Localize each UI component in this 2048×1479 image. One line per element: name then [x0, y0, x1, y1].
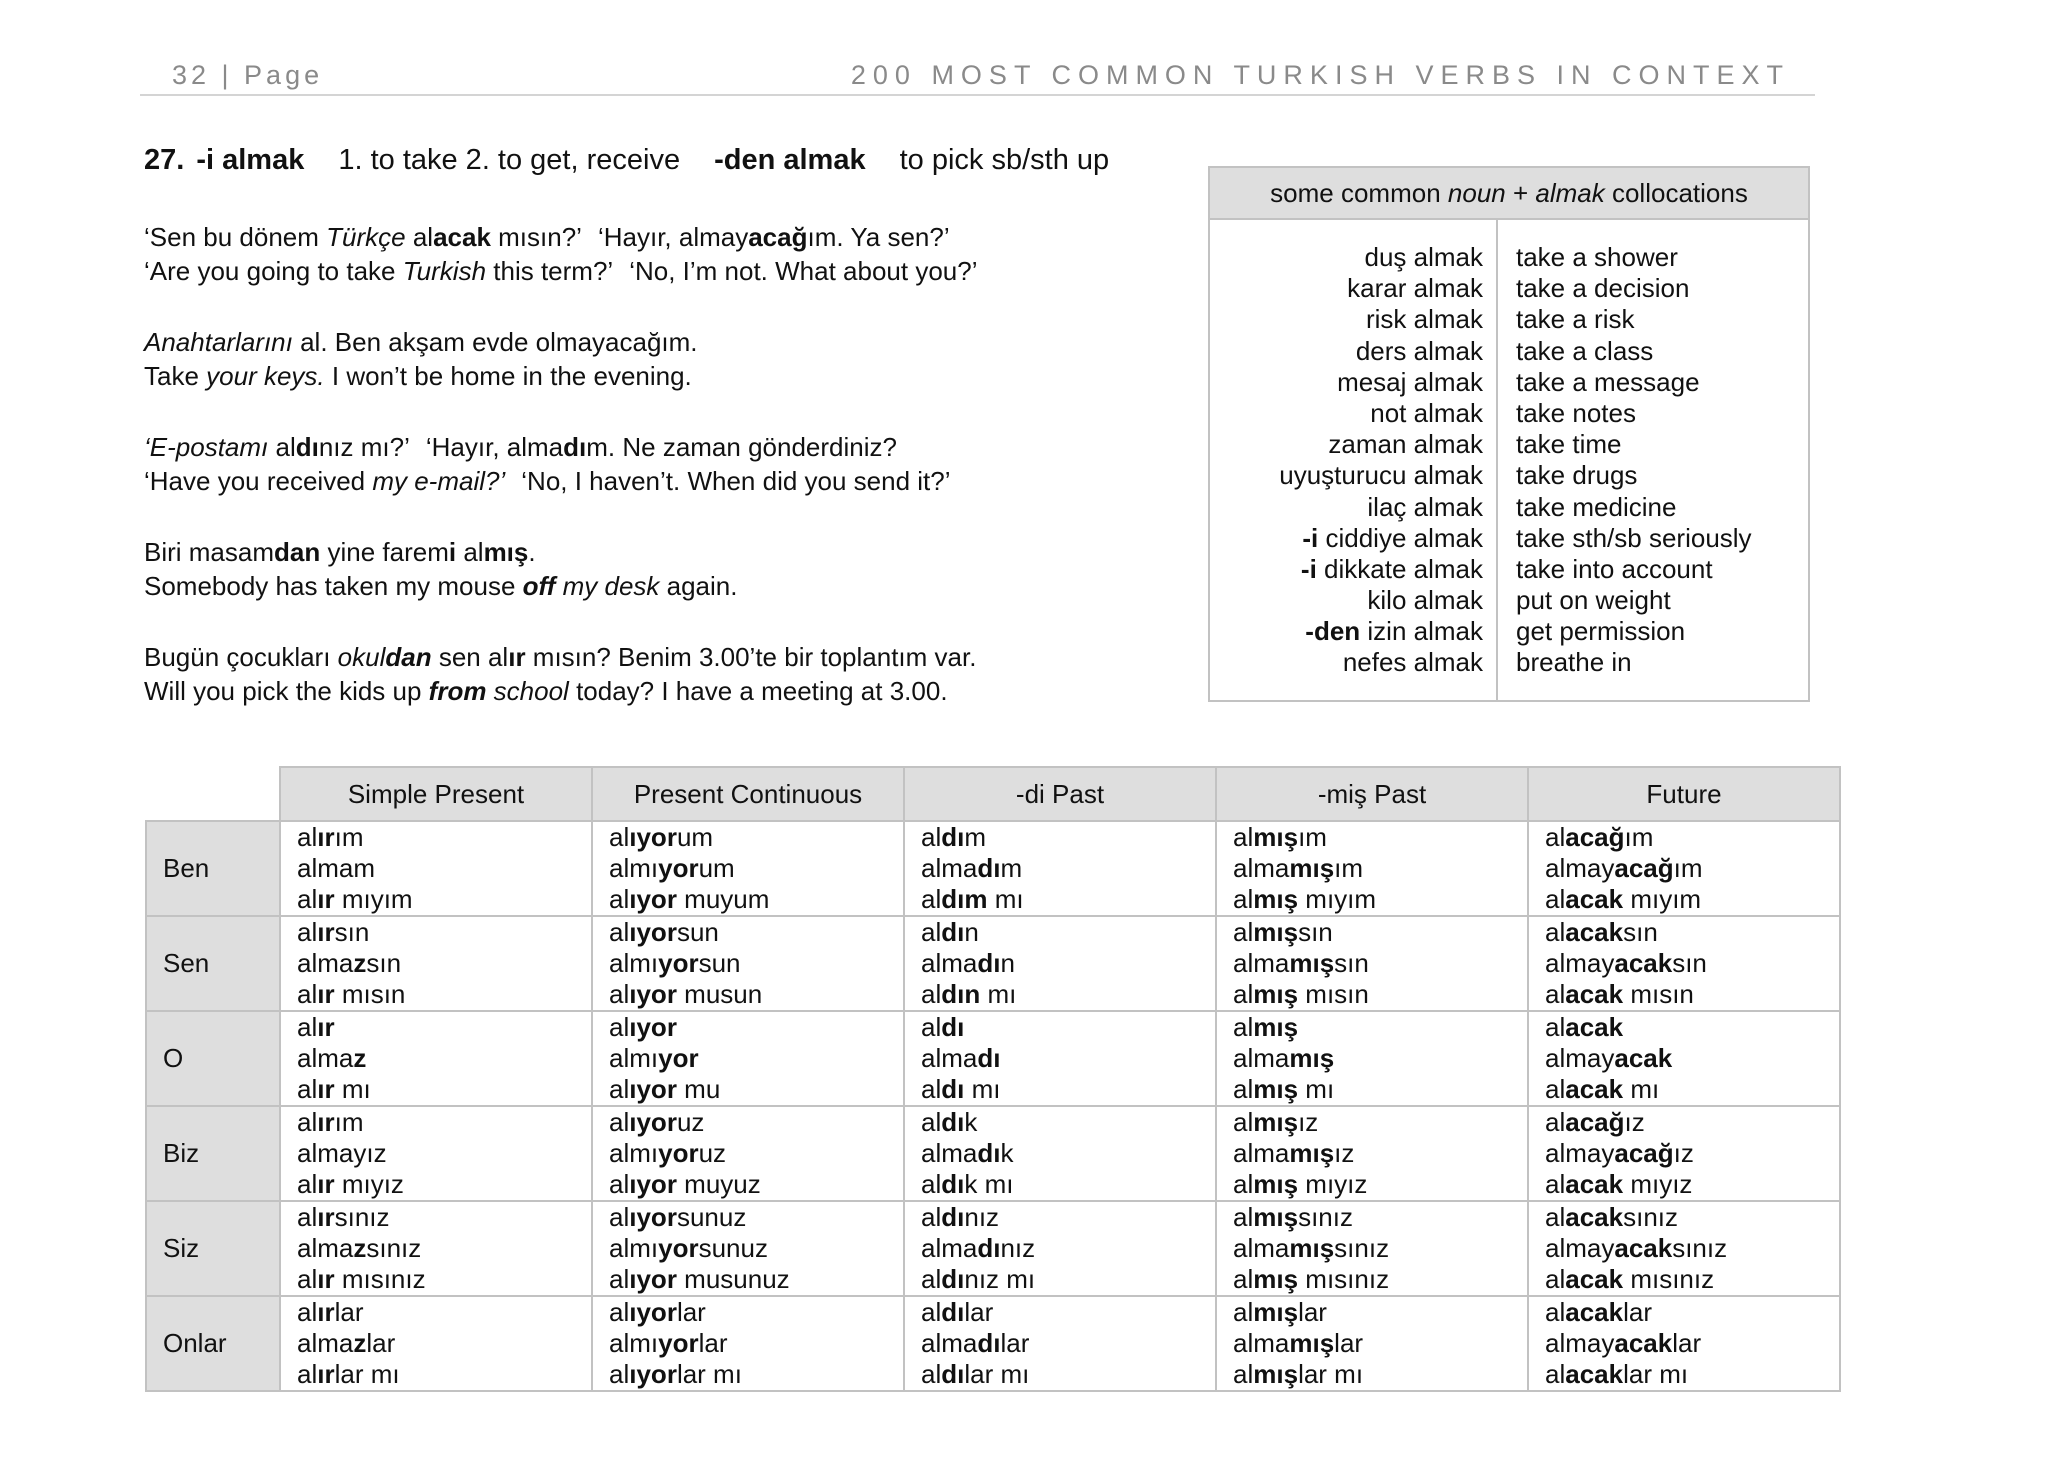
collocation-row: [1210, 554, 1808, 585]
conjugation-cell: [1528, 821, 1840, 916]
conjugation-cell: [1528, 1106, 1840, 1201]
corner-cell: [146, 767, 280, 821]
collocation-row: [1210, 429, 1808, 460]
conjugation-form: alıyor musun: [609, 979, 763, 1009]
example-en: ‘Have you received my e-mail?’ ‘No, I haven’t. When did you send it?’: [144, 466, 951, 496]
conjugation-cell: [1528, 1296, 1840, 1391]
collocation-turkish: ilaç almak: [1367, 491, 1483, 522]
conjugation-row: [146, 1011, 1840, 1106]
conjugation-form: almam: [297, 853, 376, 883]
pronoun-cell: Biz: [146, 1106, 280, 1201]
conjugation-form: alıyor mu: [609, 1074, 721, 1104]
conjugation-row: [146, 1296, 1840, 1391]
conjugation-form: almamışım: [1233, 853, 1364, 883]
conjugation-form: aldılar: [921, 1297, 994, 1327]
conjugation-form: almışlar: [1233, 1297, 1327, 1327]
conjugation-form: almayacaksın: [1545, 948, 1707, 978]
conjugation-form: alır mıyım: [297, 884, 413, 914]
conjugation-cell: [280, 1201, 592, 1296]
conjugation-form: alıyorsun: [609, 917, 719, 947]
example-en: Will you pick the kids up from school today? I have a meeting at 3.00.: [144, 676, 948, 706]
pronoun-cell: Onlar: [146, 1296, 280, 1391]
conjugation-form: almazlar: [297, 1328, 396, 1358]
conjugation-cell: [1528, 916, 1840, 1011]
conjugation-form: aldım mı: [921, 884, 1024, 914]
conjugation-form: almadık: [921, 1138, 1014, 1168]
collocation-turkish: uyuşturucu almak: [1279, 460, 1483, 491]
conjugation-form: almıyoruz: [609, 1138, 727, 1168]
example-en: ‘Are you going to take Turkish this term?’ ‘No, I’m not. What about you?’: [144, 256, 978, 286]
collocation-row: [1210, 398, 1808, 429]
conjugation-form: alır mısınız: [297, 1264, 426, 1294]
conjugation-form: almamışlar: [1233, 1328, 1364, 1358]
conjugation-form: alıyorsunuz: [609, 1202, 747, 1232]
conjugation-form: aldık: [921, 1107, 978, 1137]
conjugation-form: alıyor musunuz: [609, 1264, 790, 1294]
conjugation-form: almamış: [1233, 1043, 1335, 1073]
conjugation-form: aldılar mı: [921, 1359, 1030, 1389]
conjugation-form: alırlar mı: [297, 1359, 400, 1389]
conjugation-form: almış mıyım: [1233, 884, 1377, 914]
conjugation-form: alır mısın: [297, 979, 406, 1009]
conjugation-form: almayacaklar: [1545, 1328, 1702, 1358]
conjugation-form: alırım: [297, 1107, 364, 1137]
collocation-english: take a decision: [1516, 273, 1690, 304]
collocation-english: breathe in: [1516, 647, 1632, 678]
conjugation-cell: [592, 821, 904, 916]
collocation-english: take a class: [1516, 335, 1654, 366]
entry-verb-2: -den almak: [714, 144, 866, 176]
conjugation-cell: [280, 1106, 592, 1201]
conjugation-form: aldın mı: [921, 979, 1017, 1009]
collocation-turkish: not almak: [1370, 397, 1483, 428]
conjugation-row: [146, 821, 1840, 916]
conjugation-form: aldınız: [921, 1202, 1000, 1232]
conjugation-form: almamışız: [1233, 1138, 1355, 1168]
conjugation-form: alacak mı: [1545, 1074, 1660, 1104]
conjugation-form: almamışsınız: [1233, 1233, 1390, 1263]
pronoun-cell: Sen: [146, 916, 280, 1011]
conjugation-form: alırsınız: [297, 1202, 390, 1232]
conjugation-cell: [1528, 1201, 1840, 1296]
collocation-row: [1210, 523, 1808, 554]
collocation-english: put on weight: [1516, 585, 1671, 616]
conjugation-cell: [904, 821, 1216, 916]
conjugation-form: almışlar mı: [1233, 1359, 1364, 1389]
example-en: Somebody has taken my mouse off my desk again.: [144, 571, 738, 601]
collocation-turkish: -i dikkate almak: [1300, 553, 1483, 584]
collocation-row: [1210, 460, 1808, 491]
conjugation-form: almışım: [1233, 822, 1327, 852]
example-tr: ‘E-postamı aldınız mı?’ ‘Hayır, almadım. Ne zaman gönderdiniz?: [144, 432, 897, 462]
conjugation-form: almamışsın: [1233, 948, 1369, 978]
conjugation-form: almıyorsun: [609, 948, 741, 978]
conjugation-cell: [280, 1296, 592, 1391]
conjugation-cell: [1216, 1296, 1528, 1391]
conjugation-form: alacağım: [1545, 822, 1654, 852]
header-di-past: -di Past: [904, 767, 1216, 821]
entry-meaning-1: 1. to take 2. to get, receive: [338, 144, 681, 176]
conjugation-form: alırlar: [297, 1297, 364, 1327]
conjugation-form: alacak: [1545, 1012, 1624, 1042]
conjugation-form: aldık mı: [921, 1169, 1014, 1199]
entry-number: 27.: [144, 144, 185, 176]
conjugation-table: [145, 766, 1841, 1392]
conjugation-form: almayız: [297, 1138, 387, 1168]
header-future: Future: [1528, 767, 1840, 821]
conjugation-form: almıyorsunuz: [609, 1233, 768, 1263]
collocation-row: [1210, 492, 1808, 523]
collocation-english: take time: [1516, 429, 1622, 460]
conjugation-cell: [1216, 916, 1528, 1011]
conjugation-form: alıyorlar mı: [609, 1359, 742, 1389]
collocations-title: some common noun + almak collocations: [1210, 168, 1808, 220]
conjugation-form: almıyorlar: [609, 1328, 728, 1358]
collocation-row: [1210, 367, 1808, 398]
conjugation-cell: [1216, 821, 1528, 916]
conjugation-form: alacaklar mı: [1545, 1359, 1689, 1389]
conjugation-form: alacak mısın: [1545, 979, 1694, 1009]
conjugation-form: alıyoruz: [609, 1107, 705, 1137]
conjugation-form: aldım: [921, 822, 987, 852]
conjugation-form: almayacaksınız: [1545, 1233, 1728, 1263]
conjugation-row: [146, 1201, 1840, 1296]
conjugation-cell: [1216, 1201, 1528, 1296]
collocation-turkish: -i ciddiye almak: [1302, 522, 1483, 553]
collocations-table: [1208, 166, 1810, 702]
example-2: [144, 325, 698, 393]
conjugation-form: almıyor: [609, 1043, 699, 1073]
conjugation-row: [146, 916, 1840, 1011]
conjugation-form: almış mısınız: [1233, 1264, 1390, 1294]
page-number: 32 | Page: [172, 60, 324, 90]
conjugation-cell: [280, 821, 592, 916]
conjugation-form: almadım: [921, 853, 1023, 883]
conjugation-form: alıyor muyum: [609, 884, 770, 914]
conjugation-form: almış mısın: [1233, 979, 1369, 1009]
collocation-row: [1210, 304, 1808, 335]
conjugation-cell: [1216, 1106, 1528, 1201]
conjugation-form: almış: [1233, 1012, 1299, 1042]
collocation-english: take a shower: [1516, 242, 1678, 272]
conjugation-form: almayacak: [1545, 1043, 1673, 1073]
conjugation-form: alır: [297, 1012, 335, 1042]
conjugation-cell: [592, 1201, 904, 1296]
example-tr: ‘Sen bu dönem Türkçe alacak mısın?’ ‘Hayır, almayacağım. Ya sen?’: [144, 222, 950, 252]
collocation-turkish: karar almak: [1347, 273, 1483, 304]
collocation-english: take a message: [1516, 366, 1700, 397]
conjugation-row: [146, 1106, 1840, 1201]
collocation-row: [1210, 585, 1808, 616]
collocation-turkish: risk almak: [1365, 304, 1483, 335]
conjugation-form: almış mıyız: [1233, 1169, 1368, 1199]
collocation-row: [1210, 242, 1808, 273]
conjugation-header-row: [146, 767, 1840, 821]
example-en: Take your keys. I won’t be home in the evening.: [144, 361, 692, 391]
conjugation-cell: [904, 1011, 1216, 1106]
entry-heading: [144, 144, 1109, 177]
conjugation-form: alacağız: [1545, 1107, 1645, 1137]
collocation-turkish: zaman almak: [1328, 429, 1483, 460]
conjugation-cell: [592, 916, 904, 1011]
collocation-turkish: kilo almak: [1367, 585, 1483, 616]
conjugation-cell: [280, 916, 592, 1011]
example-tr: Bugün çocukları okuldan sen alır mısın? Benim 3.00’te bir toplantım var.: [144, 642, 977, 672]
conjugation-form: alacak mısınız: [1545, 1264, 1715, 1294]
collocation-english: take notes: [1516, 397, 1636, 428]
conjugation-form: almazsınız: [297, 1233, 422, 1263]
entry-verb-1: -i almak: [196, 144, 305, 176]
collocation-english: take sth/sb seriously: [1516, 522, 1752, 553]
conjugation-form: alacak mıyız: [1545, 1169, 1693, 1199]
conjugation-form: aldı: [921, 1012, 965, 1042]
conjugation-form: alıyorlar: [609, 1297, 706, 1327]
conjugation-form: almazsın: [297, 948, 402, 978]
collocation-english: get permission: [1516, 616, 1686, 647]
conjugation-form: aldınız mı: [921, 1264, 1036, 1294]
header-present-continuous: Present Continuous: [592, 767, 904, 821]
collocation-row: [1210, 616, 1808, 647]
collocation-turkish: -den izin almak: [1305, 616, 1483, 647]
conjugation-form: almaz: [297, 1043, 367, 1073]
conjugation-form: almadın: [921, 948, 1015, 978]
conjugation-form: alacaksın: [1545, 917, 1658, 947]
page-header: [140, 60, 1815, 96]
collocation-row: [1210, 273, 1808, 304]
conjugation-form: alır mıyız: [297, 1169, 404, 1199]
conjugation-form: aldın: [921, 917, 979, 947]
conjugation-form: alacaksınız: [1545, 1202, 1679, 1232]
conjugation-cell: [280, 1011, 592, 1106]
conjugation-form: alırsın: [297, 917, 370, 947]
conjugation-form: alacak mıyım: [1545, 884, 1702, 914]
conjugation-form: alırım: [297, 822, 364, 852]
conjugation-form: almadınız: [921, 1233, 1036, 1263]
conjugation-cell: [904, 916, 1216, 1011]
example-5: [144, 640, 976, 708]
collocation-english: take into account: [1516, 553, 1713, 584]
conjugation-cell: [592, 1296, 904, 1391]
conjugation-form: almayacağız: [1545, 1138, 1694, 1168]
conjugation-cell: [904, 1106, 1216, 1201]
conjugation-cell: [592, 1011, 904, 1106]
pronoun-cell: O: [146, 1011, 280, 1106]
example-tr: Anahtarlarını al. Ben akşam evde olmayacağım.: [144, 327, 698, 357]
conjugation-form: almış mı: [1233, 1074, 1335, 1104]
conjugation-form: almıyorum: [609, 853, 735, 883]
conjugation-form: almışsınız: [1233, 1202, 1353, 1232]
conjugation-form: alacaklar: [1545, 1297, 1652, 1327]
collocation-turkish: ders almak: [1355, 335, 1483, 366]
conjugation-cell: [904, 1296, 1216, 1391]
pronoun-cell: Siz: [146, 1201, 280, 1296]
conjugation-form: almadılar: [921, 1328, 1030, 1358]
book-title: 200 MOST COMMON TURKISH VERBS IN CONTEXT: [850, 60, 1790, 90]
header-simple-present: Simple Present: [280, 767, 592, 821]
conjugation-cell: [592, 1106, 904, 1201]
conjugation-cell: [1528, 1011, 1840, 1106]
conjugation-form: alıyor muyuz: [609, 1169, 761, 1199]
example-4: [144, 535, 737, 603]
collocation-row: [1210, 647, 1808, 678]
conjugation-form: alır mı: [297, 1074, 371, 1104]
conjugation-form: alıyorum: [609, 822, 714, 852]
collocation-row: [1210, 336, 1808, 367]
example-3: [144, 430, 951, 498]
collocation-turkish: mesaj almak: [1337, 366, 1483, 397]
conjugation-form: almışsın: [1233, 917, 1333, 947]
conjugation-form: almadı: [921, 1043, 1001, 1073]
conjugation-form: alıyor: [609, 1012, 677, 1042]
pronoun-cell: Ben: [146, 821, 280, 916]
conjugation-form: almayacağım: [1545, 853, 1703, 883]
collocation-turkish: duş almak: [1364, 242, 1483, 272]
collocation-turkish: nefes almak: [1342, 647, 1483, 678]
collocation-english: take medicine: [1516, 491, 1677, 522]
collocation-english: take drugs: [1516, 460, 1638, 491]
example-tr: Biri masamdan yine faremi almış.: [144, 537, 536, 567]
header-mis-past: -miş Past: [1216, 767, 1528, 821]
example-1: [144, 220, 977, 288]
entry-meaning-2: to pick sb/sth up: [899, 144, 1110, 176]
conjugation-cell: [904, 1201, 1216, 1296]
conjugation-cell: [1216, 1011, 1528, 1106]
conjugation-form: almışız: [1233, 1107, 1319, 1137]
conjugation-form: aldı mı: [921, 1074, 1001, 1104]
collocation-english: take a risk: [1516, 304, 1635, 335]
